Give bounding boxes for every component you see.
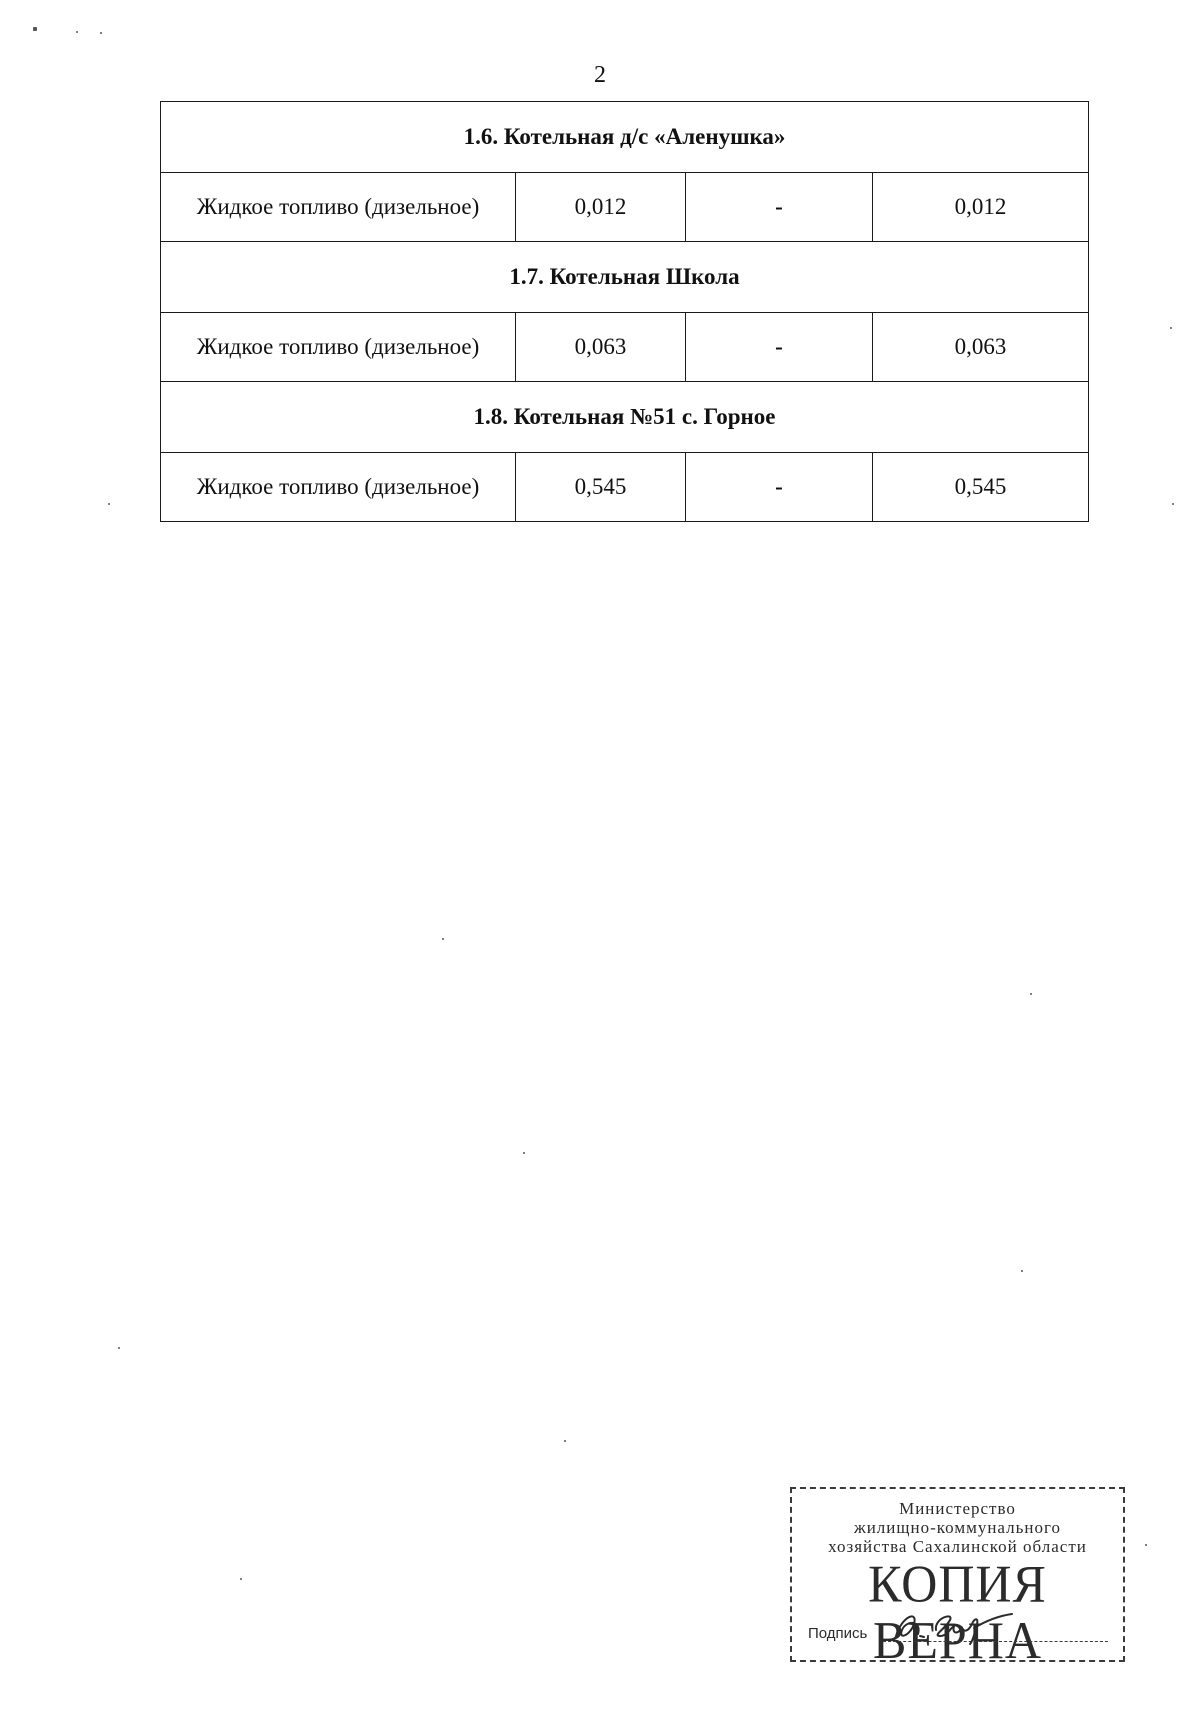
section-header-row [161, 102, 1089, 173]
value-cell: 0,545 [873, 453, 1089, 522]
stamp-title: КОПИЯ ВЕРНА [868, 1554, 1047, 1670]
table-row [161, 313, 1089, 382]
table-row [161, 453, 1089, 522]
table-row [161, 173, 1089, 242]
value-cell: - [686, 173, 873, 242]
scan-speck [523, 1152, 525, 1154]
scan-speck [76, 31, 78, 33]
value-cell: 0,012 [873, 173, 1089, 242]
section-title: 1.7. Котельная Школа [161, 242, 1089, 313]
scan-speck [1172, 503, 1174, 505]
value-cell: 0,063 [516, 313, 686, 382]
fuel-type-cell: Жидкое топливо (дизельное) [161, 313, 516, 382]
stamp-ministry-line: Министерство [899, 1499, 1016, 1518]
stamp-ministry-line: хозяйства Сахалинской области [828, 1537, 1087, 1556]
section-header-row [161, 242, 1089, 313]
scan-speck [1145, 1544, 1147, 1546]
value-cell: 0,063 [873, 313, 1089, 382]
fuel-consumption-table [160, 101, 1089, 522]
scan-speck [100, 32, 102, 34]
scan-speck [564, 1440, 566, 1442]
scan-speck [1021, 1270, 1023, 1272]
scan-speck [1170, 327, 1172, 329]
scan-speck [33, 27, 37, 31]
section-title: 1.6. Котельная д/с «Аленушка» [161, 102, 1089, 173]
stamp-signature-row [808, 1610, 1108, 1646]
signature-label: Подпись [808, 1625, 868, 1642]
page-number: 2 [594, 62, 606, 88]
certified-copy-stamp [790, 1487, 1125, 1670]
stamp-ministry-line: жилищно-коммунального [853, 1518, 1062, 1537]
scan-speck [240, 1578, 242, 1580]
value-cell: - [686, 453, 873, 522]
value-cell: 0,545 [516, 453, 686, 522]
section-header-row [161, 382, 1089, 453]
scan-speck [442, 938, 444, 940]
value-cell: - [686, 313, 873, 382]
fuel-type-cell: Жидкое топливо (дизельное) [161, 173, 516, 242]
scan-speck [1030, 993, 1032, 995]
scan-speck [118, 1347, 120, 1349]
value-cell: 0,012 [516, 173, 686, 242]
handwritten-signature-icon [888, 1606, 1018, 1646]
fuel-type-cell: Жидкое топливо (дизельное) [161, 453, 516, 522]
scan-speck [108, 503, 110, 505]
section-title: 1.8. Котельная №51 с. Горное [161, 382, 1089, 453]
